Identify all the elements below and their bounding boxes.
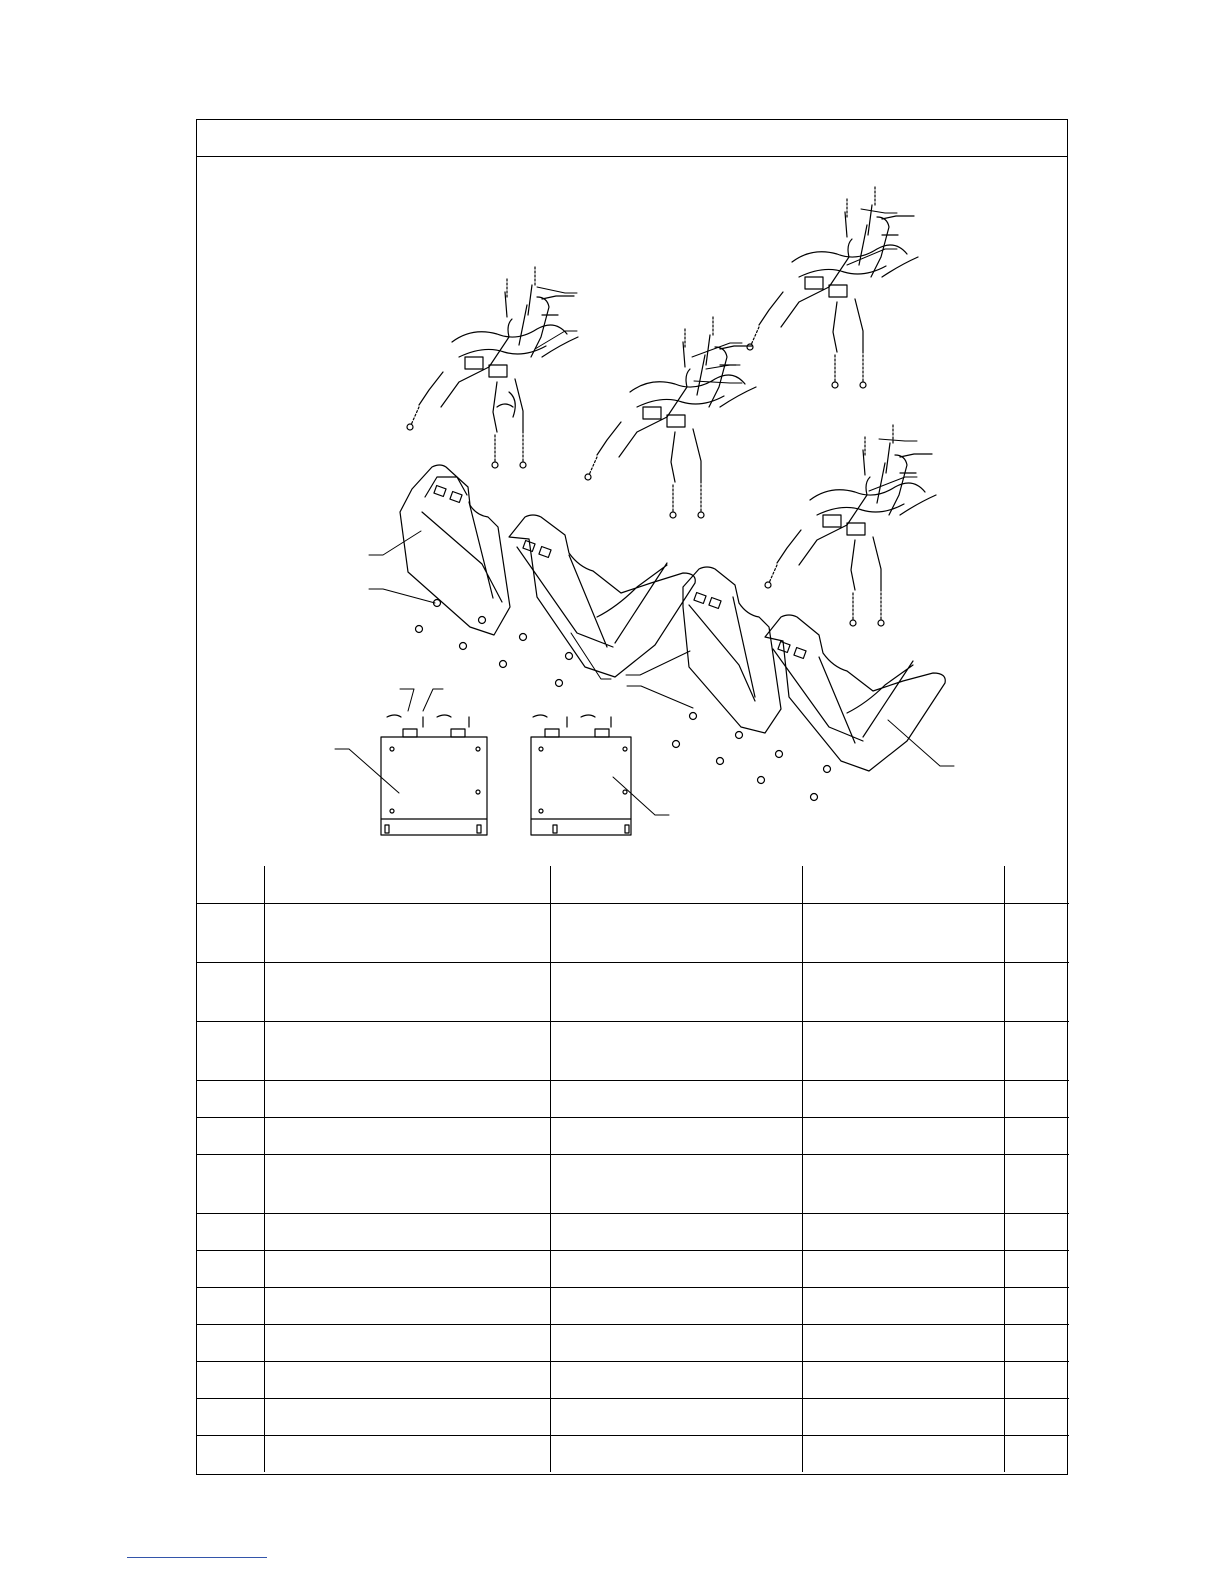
table-cell — [197, 1361, 264, 1398]
table-cell — [264, 1324, 550, 1361]
table-cell — [1004, 1021, 1069, 1080]
table-cell — [197, 1154, 264, 1213]
table-row — [197, 1080, 1069, 1117]
harness-3 — [747, 187, 918, 388]
table-cell — [550, 962, 802, 1021]
table-cell — [197, 1287, 264, 1324]
parts-sheet-frame — [196, 119, 1068, 1475]
table-row — [197, 1117, 1069, 1154]
table-cell — [802, 1435, 1004, 1472]
table-cell — [550, 1250, 802, 1287]
harness-4 — [765, 425, 936, 626]
seat-2 — [509, 515, 695, 677]
table-cell — [197, 1117, 264, 1154]
table-cell — [264, 1287, 550, 1324]
column-header — [550, 866, 802, 903]
table-cell — [264, 1213, 550, 1250]
table-cell — [197, 1213, 264, 1250]
table-cell — [550, 1117, 802, 1154]
title-band — [197, 120, 1067, 157]
parts-table-body — [197, 866, 1069, 1472]
table-row — [197, 1287, 1069, 1324]
table-cell — [1004, 1398, 1069, 1435]
mounting-plate-1 — [381, 715, 487, 835]
table-cell — [1004, 1250, 1069, 1287]
table-cell — [802, 1398, 1004, 1435]
table-cell — [264, 1398, 550, 1435]
table-cell — [550, 1287, 802, 1324]
table-cell — [197, 1021, 264, 1080]
table-cell — [197, 1080, 264, 1117]
table-cell — [550, 1361, 802, 1398]
table-cell — [197, 1435, 264, 1472]
table-cell — [264, 1250, 550, 1287]
table-cell — [1004, 1324, 1069, 1361]
table-cell — [197, 1250, 264, 1287]
table-cell — [1004, 1287, 1069, 1324]
table-cell — [802, 1154, 1004, 1213]
table-cell — [1004, 1117, 1069, 1154]
seat-4 — [765, 615, 945, 771]
table-cell — [197, 903, 264, 962]
table-cell — [802, 1117, 1004, 1154]
table-cell — [802, 1287, 1004, 1324]
table-cell — [1004, 1213, 1069, 1250]
table-cell — [1004, 903, 1069, 962]
seat-1 — [400, 465, 510, 635]
table-row — [197, 1361, 1069, 1398]
table-cell — [802, 1213, 1004, 1250]
table-cell — [264, 1361, 550, 1398]
table-row — [197, 903, 1069, 962]
table-cell — [197, 1324, 264, 1361]
table-cell — [264, 1021, 550, 1080]
table-cell — [550, 1435, 802, 1472]
footer-link-rule — [127, 1557, 267, 1558]
harness-1 — [407, 267, 578, 468]
table-cell — [550, 1021, 802, 1080]
table-cell — [264, 962, 550, 1021]
table-row — [197, 1435, 1069, 1472]
table-cell — [264, 1435, 550, 1472]
table-cell — [550, 1080, 802, 1117]
table-cell — [550, 1213, 802, 1250]
column-header — [1004, 866, 1069, 903]
seat-3 — [683, 567, 781, 733]
table-cell — [264, 1154, 550, 1213]
table-cell — [197, 1398, 264, 1435]
table-row — [197, 1398, 1069, 1435]
table-cell — [802, 1324, 1004, 1361]
seat-assembly-diagram — [197, 157, 1067, 866]
table-cell — [264, 1117, 550, 1154]
table-cell — [550, 1324, 802, 1361]
table-header-row — [197, 866, 1069, 903]
leader-lines — [335, 209, 954, 815]
table-cell — [802, 1361, 1004, 1398]
table-cell — [550, 1154, 802, 1213]
table-row — [197, 1154, 1069, 1213]
table-cell — [1004, 1080, 1069, 1117]
table-cell — [802, 962, 1004, 1021]
table-cell — [802, 903, 1004, 962]
table-cell — [197, 962, 264, 1021]
table-row — [197, 1250, 1069, 1287]
table-row — [197, 1213, 1069, 1250]
harness-2 — [585, 317, 756, 518]
parts-list-table — [197, 866, 1069, 1472]
table-row — [197, 1324, 1069, 1361]
table-cell — [550, 903, 802, 962]
column-header — [264, 866, 550, 903]
table-cell — [1004, 1361, 1069, 1398]
table-row — [197, 962, 1069, 1021]
table-cell — [802, 1021, 1004, 1080]
table-cell — [1004, 1154, 1069, 1213]
column-header — [802, 866, 1004, 903]
table-cell — [264, 1080, 550, 1117]
table-cell — [802, 1250, 1004, 1287]
table-cell — [1004, 962, 1069, 1021]
mounting-nuts-left — [416, 600, 573, 687]
table-cell — [802, 1080, 1004, 1117]
mounting-nuts-right — [673, 713, 831, 801]
mounting-plate-2 — [531, 715, 631, 835]
table-cell — [264, 903, 550, 962]
table-cell — [1004, 1435, 1069, 1472]
table-cell — [550, 1398, 802, 1435]
exploded-view-drawing — [197, 157, 1067, 866]
column-header — [197, 866, 264, 903]
table-row — [197, 1021, 1069, 1080]
